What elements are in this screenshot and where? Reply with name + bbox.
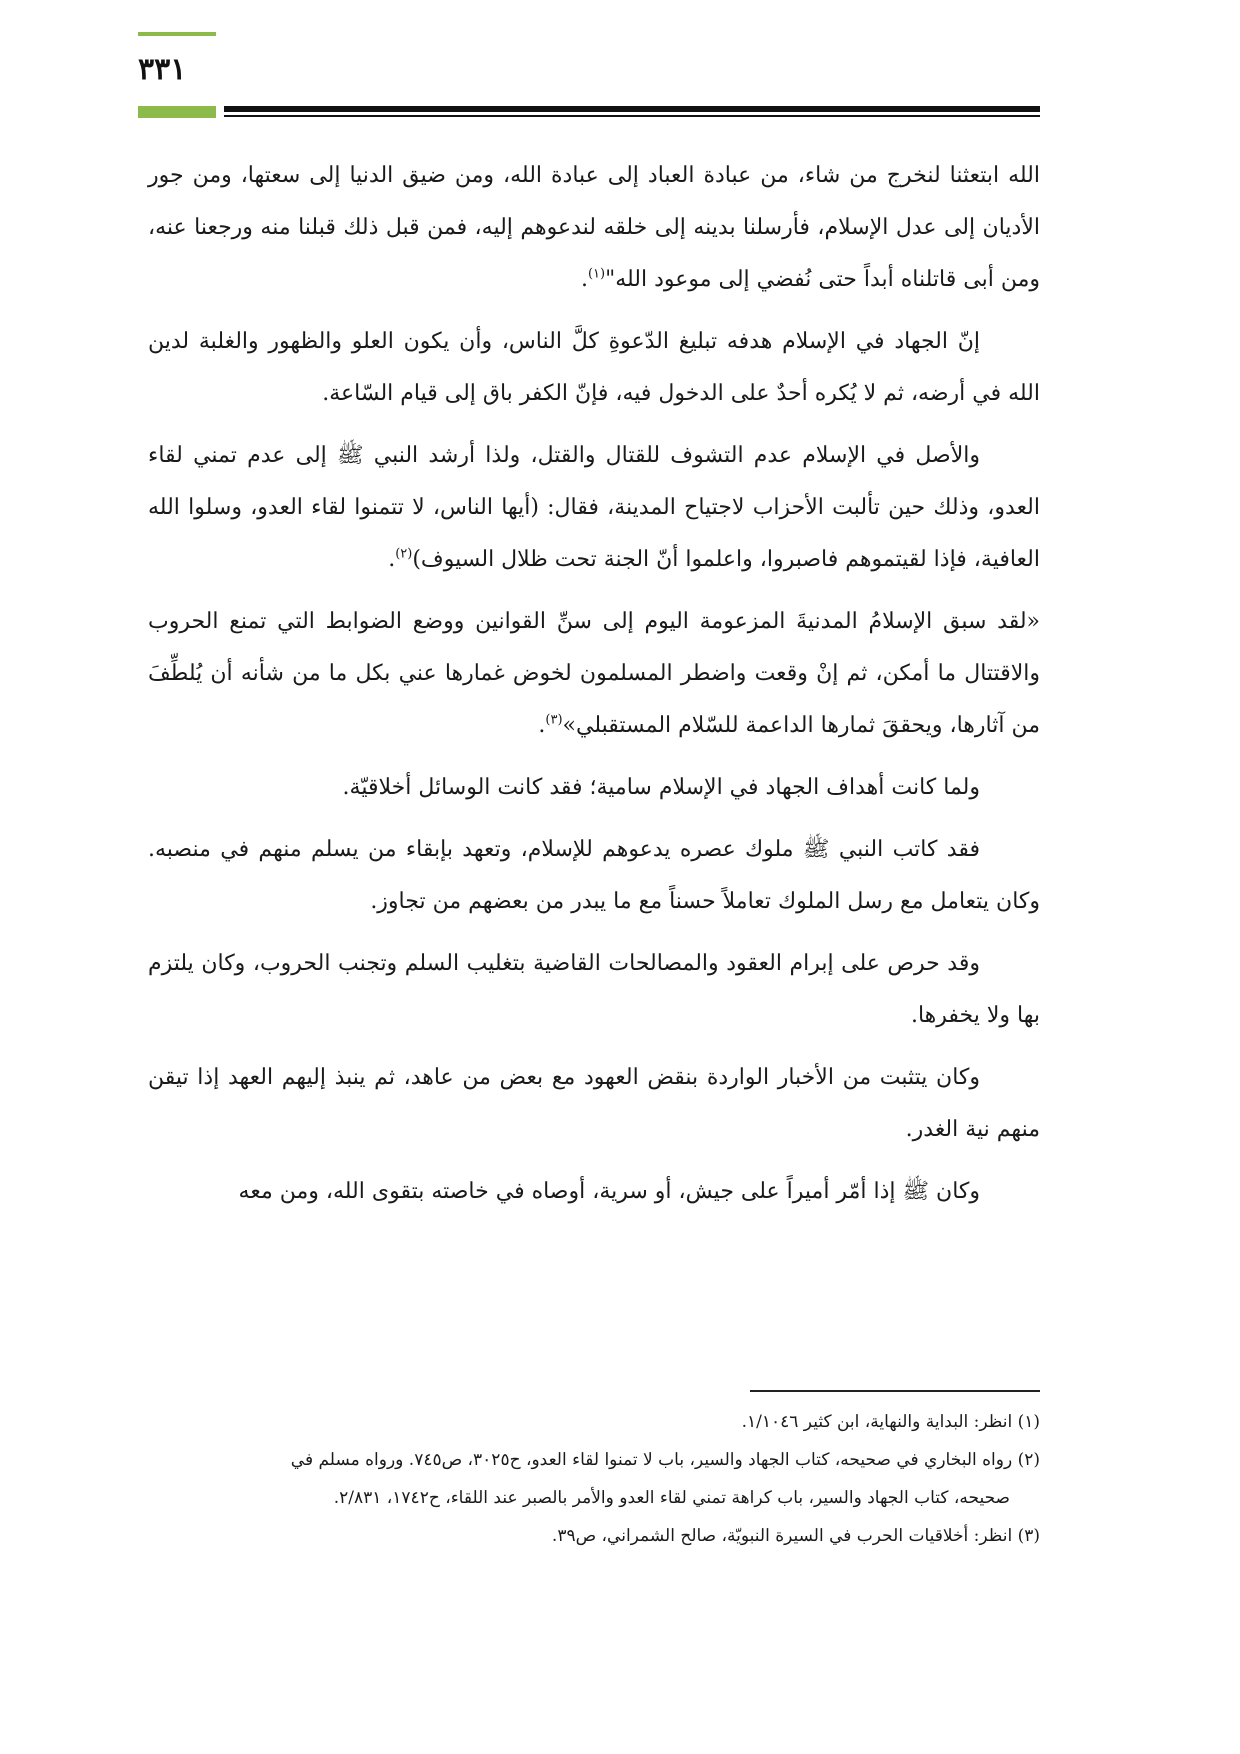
body-text bbox=[148, 150, 1040, 1228]
paragraph: الله ابتعثنا لنخرج من شاء، من عبادة العباد إلى عبادة الله، ومن ضيق الدنيا إلى سعتها، ومن جور الأديان إلى عدل الإسلام، فأرسلنا بدينه إلى خلقه لندعوهم إليه، فمن قبل ذلك قبلنا منه ورجعنا عنه، ومن أبى قاتلناه أبداً حتى نُفضي إلى موعود الله"$^{(١)}$. bbox=[148, 163, 1040, 292]
paragraph: فقد كاتب النبي ﷺ ملوك عصره يدعوهم للإسلام، وتعهد بإبقاء من يسلم منهم في منصبه. وكان يتعامل مع رسل الملوك تعاملاً حسناً مع ما يبدر من بعضهم من تجاوز. bbox=[148, 837, 1040, 914]
paragraph: «لقد سبق الإسلامُ المدنيةَ المزعومة اليوم إلى سنِّ القوانين ووضع الضوابط التي تمنع الحروب والاقتتال ما أمكن، ثم إنْ وقعت واضطر المسلمون لخوض غمارها عني بكل ما من شأنه أن يُلطِّفَ من آثارها، ويحققَ ثمارها الداعمة للسّلام المستقبلي»$^{(٣)}$. bbox=[148, 609, 1040, 738]
header-rule-thin bbox=[224, 115, 1040, 117]
footnote-item: (٢) رواه البخاري في صحيحه، كتاب الجهاد والسير، باب لا تمنوا لقاء العدو، ح٣٠٢٥، ص٧٤٥. ورواه مسلم في bbox=[290, 1450, 1040, 1470]
footnote-item: (١) انظر: البداية والنهاية، ابن كثير ١/١٠٤٦. bbox=[741, 1412, 1040, 1432]
paragraph: وكان ﷺ إذا أمّر أميراً على جيش، أو سرية، أوصاه في خاصته بتقوى الله، ومن معه bbox=[238, 1179, 980, 1204]
page-number: ٣٣١ bbox=[138, 52, 187, 87]
footnote-item: (٣) انظر: أخلاقيات الحرب في السيرة النبويّة، صالح الشمراني، ص٣٩. bbox=[551, 1526, 1040, 1546]
header-accent-bar-top bbox=[138, 32, 216, 36]
header-rule-thick bbox=[224, 106, 1040, 112]
header-accent-bar-bottom bbox=[138, 106, 216, 118]
footnote-ref[interactable]: (٣) bbox=[545, 712, 563, 728]
paragraph: والأصل في الإسلام عدم التشوف للقتال والقتل، ولذا أرشد النبي ﷺ إلى عدم تمني لقاء العدو، وذلك حين تألبت الأحزاب لاجتياح المدينة، فقال: (أيها الناس، لا تتمنوا لقاء العدو، وسلوا الله العافية، فإذا لقيتموهم فاصبروا، واعلموا أنّ الجنة تحت ظلال السيوف)$^{(٢)}$. bbox=[148, 443, 1040, 572]
footnote-ref[interactable]: (١) bbox=[587, 266, 606, 282]
footnote-ref[interactable]: (٢) bbox=[395, 546, 413, 562]
paragraph: ولما كانت أهداف الجهاد في الإسلام سامية؛ فقد كانت الوسائل أخلاقيّة. bbox=[342, 775, 980, 800]
paragraph: إنّ الجهاد في الإسلام هدفه تبليغ الدّعوةِ كلَّ الناس، وأن يكون العلو والظهور والغلبة لدين الله في أرضه، ثم لا يُكره أحدٌ على الدخول فيه، فإنّ الكفر باق إلى قيام السّاعة. bbox=[148, 329, 1040, 406]
paragraph: وكان يتثبت من الأخبار الواردة بنقض العهود مع بعض من عاهد، ثم ينبذ إليهم العهد إذا تيقن منهم نية الغدر. bbox=[148, 1065, 1040, 1142]
footnote-item-continued: صحيحه، كتاب الجهاد والسير، باب كراهة تمني لقاء العدو والأمر بالصبر عند اللقاء، ح١٧٤٢، ٢/٨٣١. bbox=[333, 1488, 1010, 1508]
paragraph: وقد حرص على إبرام العقود والمصالحات القاضية بتغليب السلم وتجنب الحروب، وكان يلتزم بها ولا يخفرها. bbox=[148, 951, 1040, 1028]
footnote-separator bbox=[750, 1390, 1040, 1392]
footnotes bbox=[148, 1403, 1040, 1555]
